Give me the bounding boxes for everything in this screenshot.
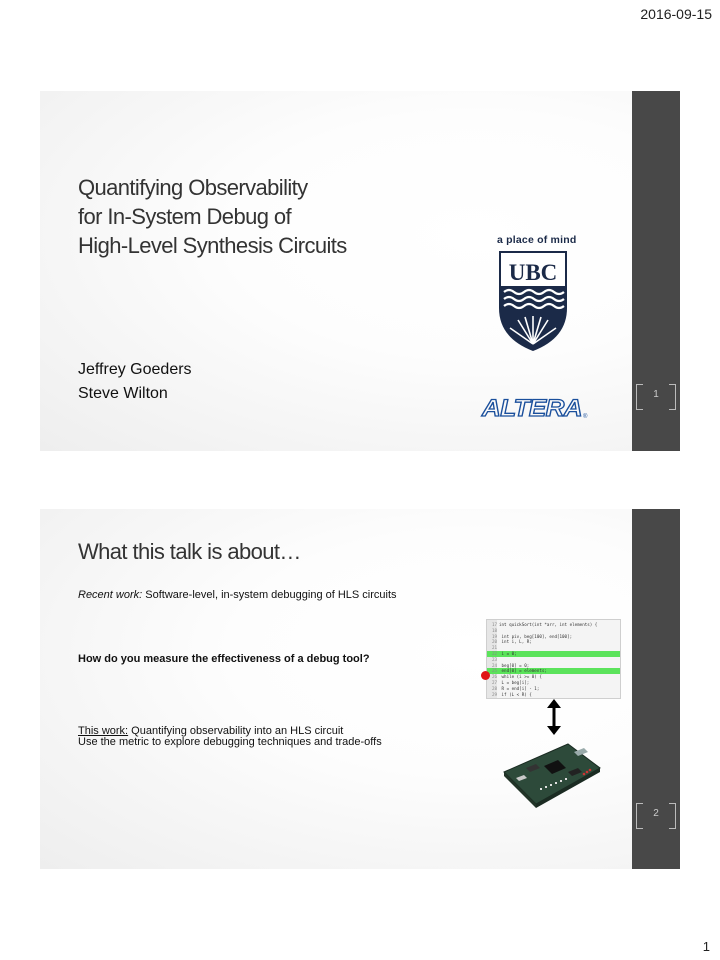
slide-number: 2 [653, 808, 659, 819]
code-screenshot [486, 619, 621, 699]
page-number: 1 [702, 939, 710, 954]
slide-number-badge [636, 384, 676, 410]
code-line-number: 20 [491, 639, 497, 645]
code-line-number: 28 [491, 685, 497, 691]
ubc-crest-text: UBC [508, 260, 558, 285]
slide-1-title [78, 173, 418, 260]
code-line-number: 17 [491, 622, 497, 627]
slide-number: 1 [653, 389, 659, 400]
code-line-number: 18 [491, 627, 497, 633]
metric-line: Use the metric to explore debugging techniques and trade-offs [78, 736, 382, 748]
double-arrow-icon [544, 699, 564, 735]
slide-number-badge [636, 803, 676, 829]
recent-work-text: Software-level, in-system debugging of HLS circuits [142, 589, 397, 601]
this-work-label: This work: [78, 725, 129, 737]
code-line-number: 26 [491, 674, 497, 680]
code-line-text: L = beg[i]; [499, 680, 530, 685]
code-line-text: i = 0; [499, 651, 517, 656]
code-line-text: beg[0] = 0; [499, 662, 530, 668]
code-line-text: int quickSort(int *arr, int elements) { [499, 622, 598, 627]
code-line-number: 19 [491, 633, 497, 639]
recent-work-line [78, 589, 397, 601]
author-name: Jeffrey Goeders [78, 361, 192, 378]
slide-2 [40, 509, 680, 869]
key-question: How do you measure the effectiveness of a debug tool? [78, 653, 370, 665]
ubc-crest-logo [498, 250, 568, 352]
altera-logo [480, 394, 590, 421]
code-line-text: while (i >= 0) { [499, 674, 542, 680]
code-line-text: int piv, beg[100], end[100]; [499, 633, 573, 639]
page-date: 2016-09-15 [640, 6, 712, 22]
code-line-number: 23 [491, 656, 497, 662]
code-line-text: R = end[i] - 1; [499, 685, 540, 691]
slide-1 [40, 91, 680, 451]
ubc-tagline: a place of mind [497, 234, 577, 246]
title-line-2: for In-System Debug of [78, 204, 292, 229]
fpga-board-image [496, 738, 606, 808]
title-line-1: Quantifying Observability [78, 175, 308, 200]
title-line-3: High-Level Synthesis Circuits [78, 233, 347, 258]
svg-text:®: ® [583, 414, 588, 420]
code-line-number: 22 [491, 651, 497, 656]
altera-logo-text: ALTERA [480, 395, 582, 421]
code-line-text: end[0] = elements; [499, 668, 547, 674]
breakpoint-icon [481, 671, 490, 680]
slide-2-title: What this talk is about… [78, 539, 301, 564]
code-line-number: 25 [491, 668, 497, 674]
code-line-number: 29 [491, 691, 497, 697]
code-line-number: 24 [491, 662, 497, 668]
code-line-number: 21 [491, 645, 497, 651]
author-name: Steve Wilton [78, 385, 168, 402]
this-work-text: Quantifying observability into an HLS circuit [128, 725, 344, 737]
code-line [487, 692, 620, 698]
code-line-text: if (L < R) { [499, 691, 532, 697]
code-line-text: int i, L, R; [499, 639, 532, 645]
code-line-number: 27 [491, 680, 497, 685]
recent-work-label: Recent work: [78, 589, 143, 601]
